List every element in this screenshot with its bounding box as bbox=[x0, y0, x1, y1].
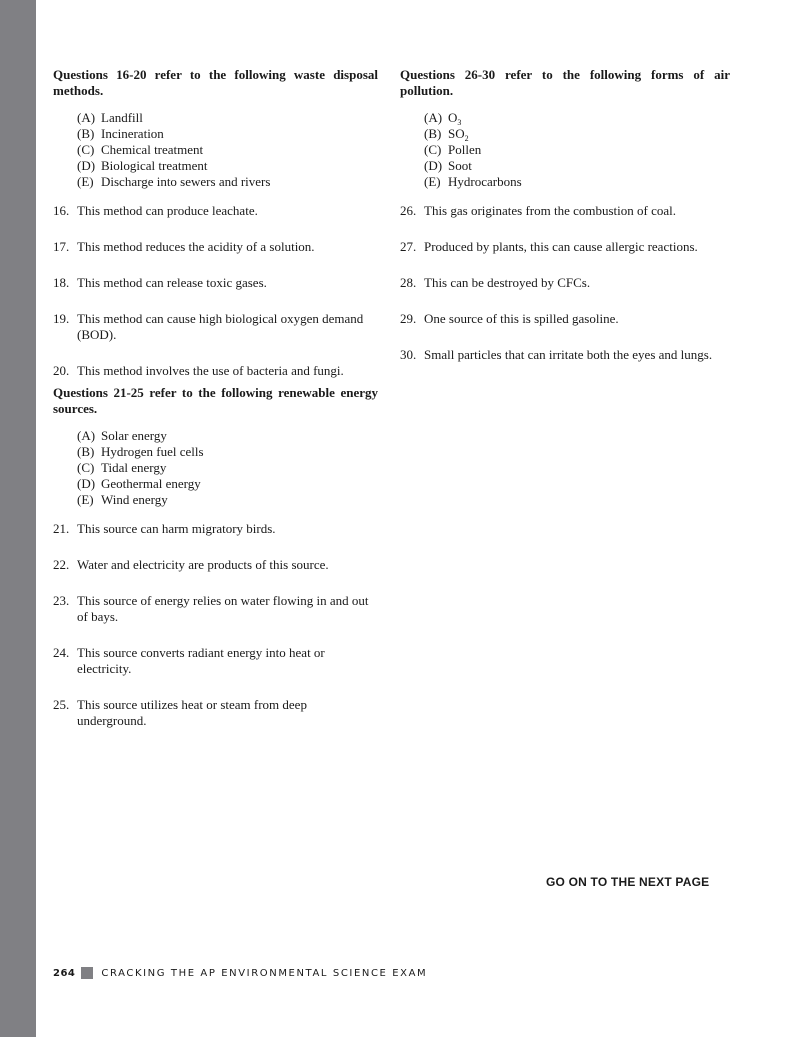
choice-letter: (E) bbox=[77, 174, 94, 189]
section-heading-21-25: Questions 21-25 refer to the following renewable energy sources. bbox=[53, 385, 378, 416]
choice-text: Hydrocarbons bbox=[448, 174, 522, 189]
question-26 bbox=[400, 203, 730, 219]
page-edge-bar bbox=[0, 0, 36, 1037]
choice-item bbox=[424, 142, 730, 158]
formula-base: O bbox=[448, 110, 458, 125]
question-24 bbox=[53, 645, 378, 677]
choice-text: Pollen bbox=[448, 142, 482, 157]
left-column bbox=[53, 67, 378, 749]
question-number: 26. bbox=[400, 203, 417, 218]
question-20 bbox=[53, 363, 378, 379]
question-19 bbox=[53, 311, 378, 343]
question-text: This source can harm migratory birds. bbox=[77, 521, 276, 536]
question-text: This method reduces the acidity of a solution. bbox=[77, 239, 315, 254]
question-text: This source of energy relies on water flowing in and out of bays. bbox=[77, 593, 369, 624]
choice-text: Biological treatment bbox=[101, 158, 208, 173]
formula-subscript: 3 bbox=[457, 118, 462, 127]
choice-text bbox=[448, 110, 461, 126]
choice-letter: (E) bbox=[77, 492, 94, 507]
choice-letter: (D) bbox=[424, 158, 443, 173]
question-text: This method can release toxic gases. bbox=[77, 275, 267, 290]
choice-item bbox=[77, 110, 378, 126]
question-number: 24. bbox=[53, 645, 70, 660]
choice-text: Geothermal energy bbox=[101, 476, 201, 491]
question-text: This can be destroyed by CFCs. bbox=[424, 275, 591, 290]
choice-text: Tidal energy bbox=[101, 460, 167, 475]
question-number: 28. bbox=[400, 275, 417, 290]
question-text: This source converts radiant energy into heat or electricity. bbox=[77, 645, 325, 676]
question-23 bbox=[53, 593, 378, 625]
choice-text: Chemical treatment bbox=[101, 142, 204, 157]
footer-square-icon bbox=[81, 967, 93, 979]
question-text: This source utilizes heat or steam from deep underground. bbox=[77, 697, 307, 728]
question-number: 25. bbox=[53, 697, 70, 712]
choice-item bbox=[77, 142, 378, 158]
question-number: 20. bbox=[53, 363, 70, 378]
question-text: Water and electricity are products of this source. bbox=[77, 557, 329, 572]
section-heading-16-20: Questions 16-20 refer to the following waste disposal methods. bbox=[53, 67, 378, 98]
choice-text: Soot bbox=[448, 158, 472, 173]
question-27 bbox=[400, 239, 730, 255]
choice-letter: (D) bbox=[77, 158, 96, 173]
question-number: 29. bbox=[400, 311, 417, 326]
choice-item bbox=[77, 174, 378, 190]
answer-choices-16-20 bbox=[77, 110, 378, 190]
question-text: This method involves the use of bacteria and fungi. bbox=[77, 363, 344, 378]
choice-item bbox=[77, 444, 378, 460]
question-28 bbox=[400, 275, 730, 291]
choice-item bbox=[77, 476, 378, 492]
question-number: 19. bbox=[53, 311, 70, 326]
question-text: This gas originates from the combustion of coal. bbox=[424, 203, 677, 218]
formula-base: SO bbox=[448, 126, 465, 141]
book-title: CRACKING THE AP ENVIRONMENTAL SCIENCE EXAM bbox=[101, 967, 428, 979]
choice-item bbox=[424, 174, 730, 190]
choice-item bbox=[77, 126, 378, 142]
formula-subscript: 2 bbox=[464, 134, 469, 143]
question-text: One source of this is spilled gasoline. bbox=[424, 311, 619, 326]
question-text: This method can cause high biological oxygen demand (BOD). bbox=[77, 311, 364, 342]
choice-item bbox=[424, 110, 730, 126]
choice-item bbox=[77, 428, 378, 444]
question-number: 30. bbox=[400, 347, 417, 362]
choice-letter: (C) bbox=[77, 460, 95, 475]
section-heading-26-30: Questions 26-30 refer to the following forms of air pollution. bbox=[400, 67, 730, 98]
question-30 bbox=[400, 347, 730, 363]
page-footer bbox=[53, 967, 427, 979]
choice-letter: (A) bbox=[77, 110, 96, 125]
question-17 bbox=[53, 239, 378, 255]
question-number: 18. bbox=[53, 275, 70, 290]
choice-text: Incineration bbox=[101, 126, 164, 141]
choice-item bbox=[77, 492, 378, 508]
question-number: 16. bbox=[53, 203, 70, 218]
question-number: 17. bbox=[53, 239, 70, 254]
right-column bbox=[400, 67, 730, 383]
choice-letter: (C) bbox=[424, 142, 442, 157]
choice-item bbox=[424, 126, 730, 142]
choice-text: Discharge into sewers and rivers bbox=[101, 174, 271, 189]
choice-letter: (B) bbox=[424, 126, 442, 141]
choice-letter: (A) bbox=[77, 428, 96, 443]
question-25 bbox=[53, 697, 378, 729]
choice-item bbox=[77, 158, 378, 174]
choice-letter: (D) bbox=[77, 476, 96, 491]
choice-letter: (C) bbox=[77, 142, 95, 157]
answer-choices-21-25 bbox=[77, 428, 378, 508]
question-text: This method can produce leachate. bbox=[77, 203, 258, 218]
choice-text: Wind energy bbox=[101, 492, 168, 507]
choice-letter: (A) bbox=[424, 110, 443, 125]
choice-text: Hydrogen fuel cells bbox=[101, 444, 204, 459]
question-29 bbox=[400, 311, 730, 327]
choice-text: Landfill bbox=[101, 110, 143, 125]
choice-item bbox=[424, 158, 730, 174]
question-22 bbox=[53, 557, 378, 573]
question-21 bbox=[53, 521, 378, 537]
choice-letter: (B) bbox=[77, 444, 95, 459]
page-number: 264 bbox=[53, 967, 76, 979]
choice-text: Solar energy bbox=[101, 428, 167, 443]
question-number: 21. bbox=[53, 521, 70, 536]
choice-letter: (E) bbox=[424, 174, 441, 189]
choice-letter: (B) bbox=[77, 126, 95, 141]
question-text: Produced by plants, this can cause allergic reactions. bbox=[424, 239, 698, 254]
question-18 bbox=[53, 275, 378, 291]
question-number: 23. bbox=[53, 593, 70, 608]
answer-choices-26-30 bbox=[424, 110, 730, 190]
question-number: 27. bbox=[400, 239, 417, 254]
question-16 bbox=[53, 203, 378, 219]
choice-item bbox=[77, 460, 378, 476]
choice-text bbox=[448, 126, 469, 142]
question-text: Small particles that can irritate both the eyes and lungs. bbox=[424, 347, 713, 362]
question-number: 22. bbox=[53, 557, 70, 572]
go-on-next-page-label: GO ON TO THE NEXT PAGE bbox=[546, 875, 710, 889]
